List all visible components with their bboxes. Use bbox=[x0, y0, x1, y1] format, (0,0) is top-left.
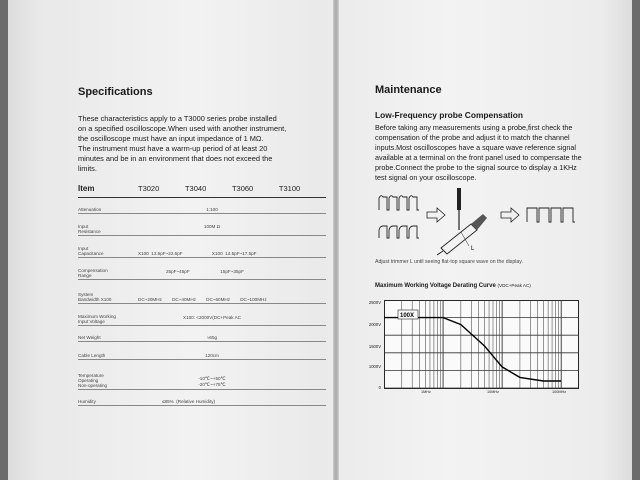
row-label: Attenuation bbox=[78, 198, 138, 214]
row-value: X100: <2000V(DC+Peak AC bbox=[138, 304, 326, 326]
table-row bbox=[78, 258, 326, 280]
body-line: test signal on your oscilloscope. bbox=[375, 173, 477, 182]
body-line: Before taking any measurements using a probe,first check the bbox=[375, 123, 573, 132]
derating-chart bbox=[384, 300, 579, 390]
x-tick-label: 100MHz bbox=[552, 390, 567, 394]
right-edge bbox=[632, 0, 640, 480]
intro-line: The instrument must have a warm-up period of at least 20 bbox=[78, 144, 268, 153]
row-value: ≤85% (Relative Humidity) bbox=[138, 390, 326, 406]
row-value: X100 13.5pF~22.5pF X100 14.5pF~17.5pF bbox=[138, 236, 326, 258]
table-row bbox=[78, 304, 326, 326]
row-value: ≈65g bbox=[138, 326, 326, 342]
header-item: Item bbox=[78, 182, 138, 198]
probe-icon bbox=[437, 214, 487, 255]
row-value: 100M Ω bbox=[138, 214, 326, 236]
specifications-title: Specifications bbox=[78, 86, 153, 98]
intro-line: limits. bbox=[78, 164, 97, 173]
table-row bbox=[78, 280, 326, 304]
left-edge bbox=[0, 0, 8, 480]
header-t3060: T3060 bbox=[232, 182, 279, 198]
header-t3100: T3100 bbox=[279, 182, 326, 198]
row-value: DC~20MHz DC~40MHz DC~60MHz DC~100MHz bbox=[138, 280, 326, 304]
chart-title-text: Maximum Working Voltage Derating Curve bbox=[375, 283, 496, 289]
intro-line: the oscilloscope must have an input impedance of 1 MΩ. bbox=[78, 134, 264, 143]
body-line: available at a terminal on the front panel used to compensate the bbox=[375, 153, 582, 162]
table-row bbox=[78, 198, 326, 214]
spec-header-row bbox=[78, 182, 326, 198]
table-row bbox=[78, 214, 326, 236]
x-tick-label: 10MHz bbox=[487, 390, 500, 394]
arrow-right-icon bbox=[501, 208, 519, 222]
diagram-caption: Adjust trimmer L until seeing flat-top square wave on the display. bbox=[375, 259, 523, 265]
row-label: Temperature Operating Non-operating bbox=[78, 360, 138, 390]
y-tick-label: 1000V bbox=[368, 364, 381, 369]
x-tick-label: 1MHz bbox=[421, 390, 431, 394]
row-value: 25pF~45pF 15pF~35pF bbox=[138, 258, 326, 280]
row-label: System Bandwidth X100 bbox=[78, 280, 138, 304]
intro-line: minutes and be in an environment that does not exceed the bbox=[78, 154, 273, 163]
body-line: inputs.Most oscilloscopes have a square wave reference signal bbox=[375, 143, 576, 152]
y-tick-label: 1500V bbox=[368, 344, 381, 349]
row-label: Compensation Range bbox=[78, 258, 138, 280]
chart-title-unit: (VDC+Peak AC) bbox=[497, 283, 531, 288]
table-row bbox=[78, 390, 326, 406]
maintenance-title: Maintenance bbox=[375, 84, 442, 96]
y-tick-label: 2000V bbox=[368, 322, 381, 327]
row-label: Maximum Working Input Voltage bbox=[78, 304, 138, 326]
right-page bbox=[337, 0, 633, 480]
row-label: Input Resistance bbox=[78, 214, 138, 236]
row-label: Cable Length bbox=[78, 342, 138, 360]
row-value: 1:100 bbox=[138, 198, 326, 214]
compensation-diagram bbox=[377, 188, 597, 256]
y-tick-label: 2500V bbox=[368, 300, 381, 305]
header-t3020: T3020 bbox=[138, 182, 185, 198]
overcompensated-waveform bbox=[379, 196, 419, 210]
trimmer-label: L bbox=[471, 246, 475, 252]
compensation-subtitle: Low-Frequency probe Compensation bbox=[375, 110, 523, 120]
row-label: Input Capacitance bbox=[78, 236, 138, 258]
arrow-right-icon bbox=[427, 208, 445, 222]
y-tick-label: 0 bbox=[378, 385, 381, 390]
screwdriver-icon bbox=[457, 188, 461, 230]
row-value: -10℃~+50℃ -20℃~+75℃ bbox=[138, 360, 326, 390]
row-value: 120cm bbox=[138, 342, 326, 360]
intro-line: These characteristics apply to a T3000 series probe installed bbox=[78, 114, 277, 123]
table-row bbox=[78, 236, 326, 258]
flat-top-waveform bbox=[527, 208, 575, 222]
spec-table bbox=[78, 182, 326, 406]
header-t3040: T3040 bbox=[185, 182, 232, 198]
table-row bbox=[78, 360, 326, 390]
table-row bbox=[78, 342, 326, 360]
body-line: compensation of the probe and adjust it to match the channel bbox=[375, 133, 570, 142]
body-line: probe.Connect the probe to the signal source to display a 1KHz bbox=[375, 163, 577, 172]
left-page bbox=[40, 0, 337, 480]
row-label: Net Weight bbox=[78, 326, 138, 342]
chart-title bbox=[375, 283, 531, 289]
table-row bbox=[78, 326, 326, 342]
row-label: Humidity bbox=[78, 390, 138, 406]
intro-line: on a specified oscilloscope.When used with another instrument, bbox=[78, 124, 287, 133]
series-label: 100X bbox=[400, 313, 415, 319]
undercompensated-waveform bbox=[379, 226, 419, 238]
